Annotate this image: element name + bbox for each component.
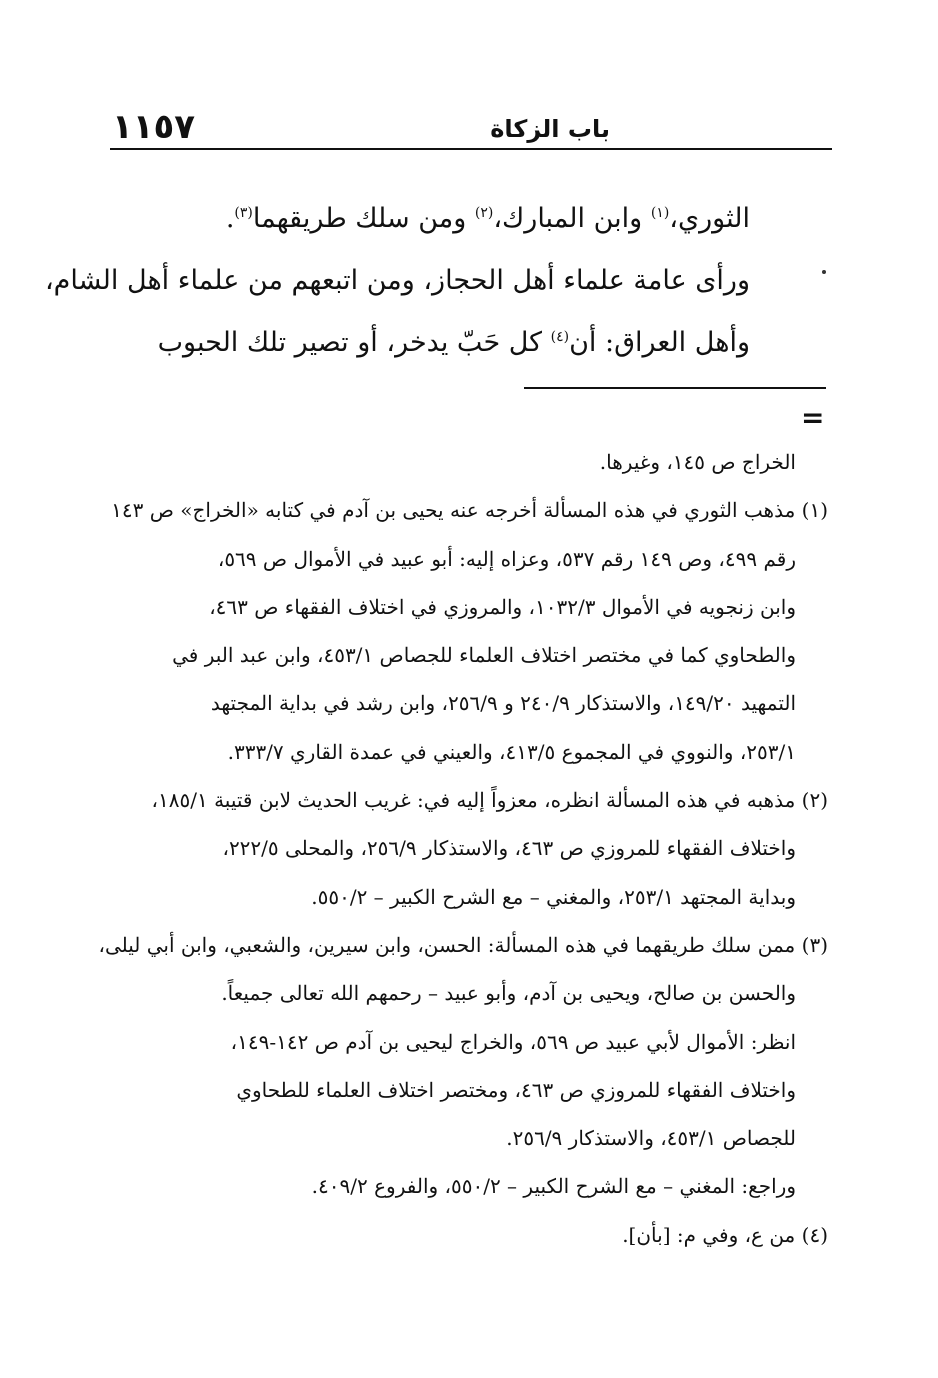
footnote-line: انظر: الأموال لأبي عبيد ص ٥٦٩، والخراج ليحيى بن آدم ص ١٤٢-١٤٩،	[230, 1029, 796, 1054]
footnote-line: واختلاف الفقهاء للمروزي ص ٤٦٣، ومختصر اختلاف العلماء للطحاوي	[236, 1077, 796, 1102]
footnote-ref-3[interactable]: (٣)	[234, 205, 253, 221]
main-line-2: ورأى عامة علماء أهل الحجاز، ومن اتبعهم من علماء أهل الشام،	[44, 265, 750, 296]
main-text	[44, 188, 750, 374]
footnote-ref-1[interactable]: (١)	[650, 205, 670, 221]
footnote-line: ٢٥٣/١، والنووي في المجموع ٤١٣/٥، والعيني في عمدة القاري ٣٣٣/٧.	[227, 739, 796, 764]
footnote-ref-2[interactable]: (٢)	[474, 205, 494, 221]
footnote-ref-4[interactable]: (٤)	[550, 329, 570, 345]
footnote-line: وبداية المجتهد ٢٥٣/١، والمغني – مع الشرح الكبير – ٥٥٠/٢.	[311, 884, 796, 909]
main-line-1-part-2: وابن المبارك،	[493, 203, 651, 234]
footnote-line: (٣) ممن سلك طريقهما في هذه المسألة: الحسن، وابن سيرين، والشعبي، وابن أبي ليلى،	[98, 932, 828, 957]
main-line-3-part-2: كل حَبّ يدخر، أو تصير تلك الحبوب	[157, 327, 551, 358]
main-line-3	[110, 312, 750, 374]
footnote-continuation-mark: =	[801, 401, 825, 434]
footnote-line: للجصاص ٤٥٣/١، والاستذكار ٢٥٦/٩.	[506, 1126, 796, 1151]
footnote-line: التمهيد ١٤٩/٢٠، والاستذكار ٢٤٠/٩ و ٢٥٦/٩، وابن رشد في بداية المجتهد	[210, 691, 796, 716]
footnote-line: والطحاوي كما في مختصر اختلاف العلماء للجصاص ٤٥٣/١، وابن عبد البر في	[172, 643, 796, 668]
footnote-line: (١) مذهب الثوري في هذه المسألة أخرجه عنه يحيى بن آدم في كتابه «الخراج» ص ١٤٣	[111, 498, 828, 523]
footnotes	[98, 438, 828, 1259]
page-header	[110, 108, 830, 152]
main-line-1-part-4: .	[225, 203, 235, 234]
main-line-1-part-1: الثوري،	[669, 203, 750, 234]
header-rule	[110, 148, 832, 150]
footnote-line: وابن زنجويه في الأموال ١٠٣٢/٣، والمروزي في اختلاف الفقهاء ص ٤٦٣،	[209, 594, 796, 619]
footnote-line: الخراج ص ١٤٥، وغيرها.	[599, 450, 796, 474]
main-line-3-part-1: وأهل العراق: أن	[569, 327, 750, 358]
footnote-line: (٢) مذهبه في هذه المسألة انظره، معزواً إليه في: غريب الحديث لابن قتيبة ١٨٥/١،	[151, 788, 828, 813]
footnote-line: رقم ٤٩٩، وص ١٤٩ رقم ٥٣٧، وعزاه إليه: أبو عبيد في الأموال ص ٥٦٩،	[217, 546, 796, 571]
main-line-1	[110, 188, 750, 250]
main-line-1-part-3: ومن سلك طريقهما	[252, 203, 475, 234]
chapter-title: باب الزكاة	[490, 115, 610, 143]
page-number: ١١٥٧	[112, 107, 196, 147]
margin-dot	[822, 270, 826, 274]
footnote-line: (٤) من ع، وفي م: [بأن].	[622, 1222, 828, 1247]
footnote-line: وراجع: المغني – مع الشرح الكبير – ٥٥٠/٢، والفروع ٤٠٩/٢.	[311, 1174, 796, 1199]
footnote-separator	[524, 387, 826, 389]
footnote-line: واختلاف الفقهاء للمروزي ص ٤٦٣، والاستذكار ٢٥٦/٩، والمحلى ٢٢٢/٥،	[222, 836, 796, 861]
footnote-line: والحسن بن صالح، ويحيى بن آدم، وأبو عبيد – رحمهم الله تعالى جميعاً.	[221, 981, 796, 1006]
